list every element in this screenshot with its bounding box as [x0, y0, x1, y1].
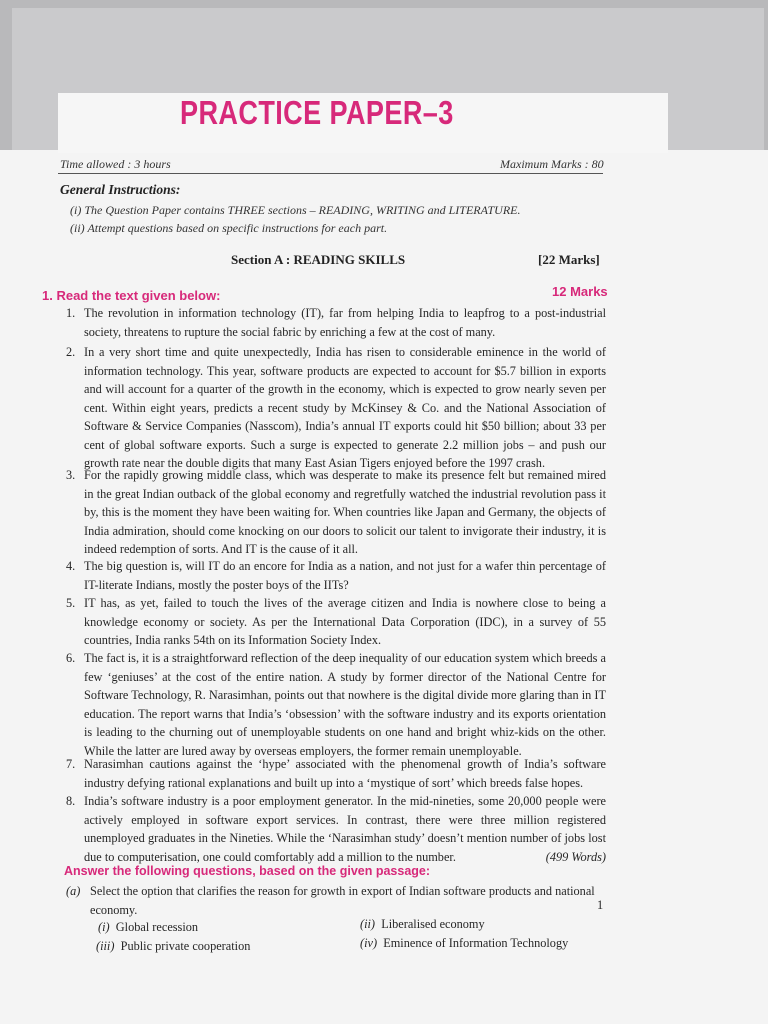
passage-paragraph	[66, 304, 606, 341]
maximum-marks: Maximum Marks : 80	[500, 157, 604, 171]
paragraph-text: IT has, as yet, failed to touch the lives of the average citizen and India is nowhere close to being a knowledge economy or society. As per the International Data Corporation (IDC), in a survey of 55 countries, India ranks 54th on its Information Society Index.	[84, 596, 606, 647]
paragraph-number: 5.	[66, 596, 76, 610]
passage-paragraph	[66, 649, 606, 760]
paragraph-number: 7.	[66, 757, 76, 771]
paragraph-text: In a very short time and quite unexpectedly, India has risen to considerable eminence in the world of information technology. This year, software products are expected to account for $5.7 billion in exports and will account for a quarter of the growth in the economy, which is expected to grow nearly seven per cent. Within eight years, predicts a recent study by McKinsey & Co. and the National Association of Software & Service Companies (Nasscom), India’s annual IT exports could hit $50 billion; about 33 per cent of global software exports. Such a surge is expected to generate 2.2 million jobs – and push our growth rate near the double digits that many East Asian Tigers enjoyed before the 1997 crash.	[84, 345, 606, 470]
paragraph-text: The fact is, it is a straightforward reflection of the deep inequality of our education system which breeds a few ‘geniuses’ at the cost of the entire nation. A study by former director of the National Centre for Software Technology, R. Narasimhan, points out that nowhere is the digital divide more glaring than in IT education. The report warns that India’s ‘obsession’ with the software industry and its exports orientation is leading to the churning out of unemployable students on one hand and bright whiz-kids on the other. While the latter are lured away by overseas employers, the former remain unemployable.	[84, 651, 606, 758]
option-label: (i)	[98, 920, 110, 934]
sub-question-label: (a)	[66, 884, 81, 898]
section-marks: [22 Marks]	[538, 252, 600, 267]
paragraph-text	[84, 792, 606, 866]
option-iv	[360, 936, 568, 951]
passage-paragraph	[66, 792, 606, 866]
instructions-heading: General Instructions:	[60, 182, 181, 197]
paragraph-text: For the rapidly growing middle class, which was desperate to make its presence felt but remained mired in the great Indian outback of the global economy and regretfully watched the industrial revolution pass it by, this is the moment they have been waiting for. When countries like Japan and Germany, the objects of India admiration, should come knocking on our doors to solicit our talent to invigorate their industry, it is indeed redemption of sorts. And IT is the cause of it all.	[84, 468, 606, 556]
option-i	[98, 920, 198, 935]
question-heading: 1. Read the text given below:	[42, 288, 221, 303]
question-marks: 12 Marks	[552, 284, 608, 299]
passage-paragraph	[66, 343, 606, 473]
passage-paragraph	[66, 594, 606, 650]
instruction-item: (ii) Attempt questions based on specific instructions for each part.	[70, 221, 388, 235]
sub-question-a	[66, 882, 606, 919]
divider	[58, 173, 603, 174]
paragraph-text: The big question is, will IT do an encore for India as a nation, and not just for a wafer thin percentage of IT-literate Indians, mostly the poster boys of the IITs?	[84, 559, 606, 592]
paragraph-number: 8.	[66, 794, 76, 808]
sub-question-text: Select the option that clarifies the reason for growth in export of Indian software products and national economy.	[90, 884, 595, 917]
option-iii	[96, 939, 250, 954]
option-label: (iii)	[96, 939, 115, 953]
paragraph-text: The revolution in information technology (IT), far from helping India to leapfrog to a post-industrial society, threatens to rupture the social fabric by enriching a few at the cost of many.	[84, 306, 606, 339]
option-text: Liberalised economy	[381, 917, 485, 931]
passage-paragraph	[66, 557, 606, 594]
paragraph-number: 4.	[66, 559, 76, 573]
word-count: (499 Words)	[545, 849, 606, 864]
answer-instructions: Answer the following questions, based on the given passage:	[64, 864, 431, 878]
page-title: PRACTICE PAPER–3	[180, 94, 454, 131]
paragraph-text: Narasimhan cautions against the ‘hype’ associated with the phenomenal growth of India’s software industry defying rational explanations and built up into a ‘mystique of sort’ which breeds false hopes.	[84, 757, 606, 790]
sub-question-marks: 1	[597, 898, 604, 912]
time-allowed: Time allowed : 3 hours	[60, 157, 171, 171]
option-label: (ii)	[360, 917, 376, 931]
option-label: (iv)	[360, 936, 378, 950]
paragraph-number: 1.	[66, 306, 76, 320]
option-ii	[360, 917, 485, 932]
passage-paragraph	[66, 755, 606, 792]
passage-paragraph	[66, 466, 606, 559]
paragraph-number: 6.	[66, 651, 76, 665]
instruction-item: (i) The Question Paper contains THREE sections – READING, WRITING and LITERATURE.	[70, 203, 521, 217]
option-text: Eminence of Information Technology	[383, 936, 569, 950]
option-text: Global recession	[115, 920, 199, 934]
option-text: Public private cooperation	[120, 939, 251, 953]
paragraph-text-body: India’s software industry is a poor employment generator. In the mid-nineties, some 20,000 people were actively employed in software export services. In contrast, there were three million registered unemployed graduates in the Nineties. While the ‘Narasimhan study’ doesn’t mention number of jobs lost due to computerisation, one could comfortably add a million to the number.	[84, 794, 606, 864]
section-title: Section A : READING SKILLS	[231, 252, 406, 267]
paragraph-number: 3.	[66, 468, 76, 482]
paragraph-number: 2.	[66, 345, 76, 359]
